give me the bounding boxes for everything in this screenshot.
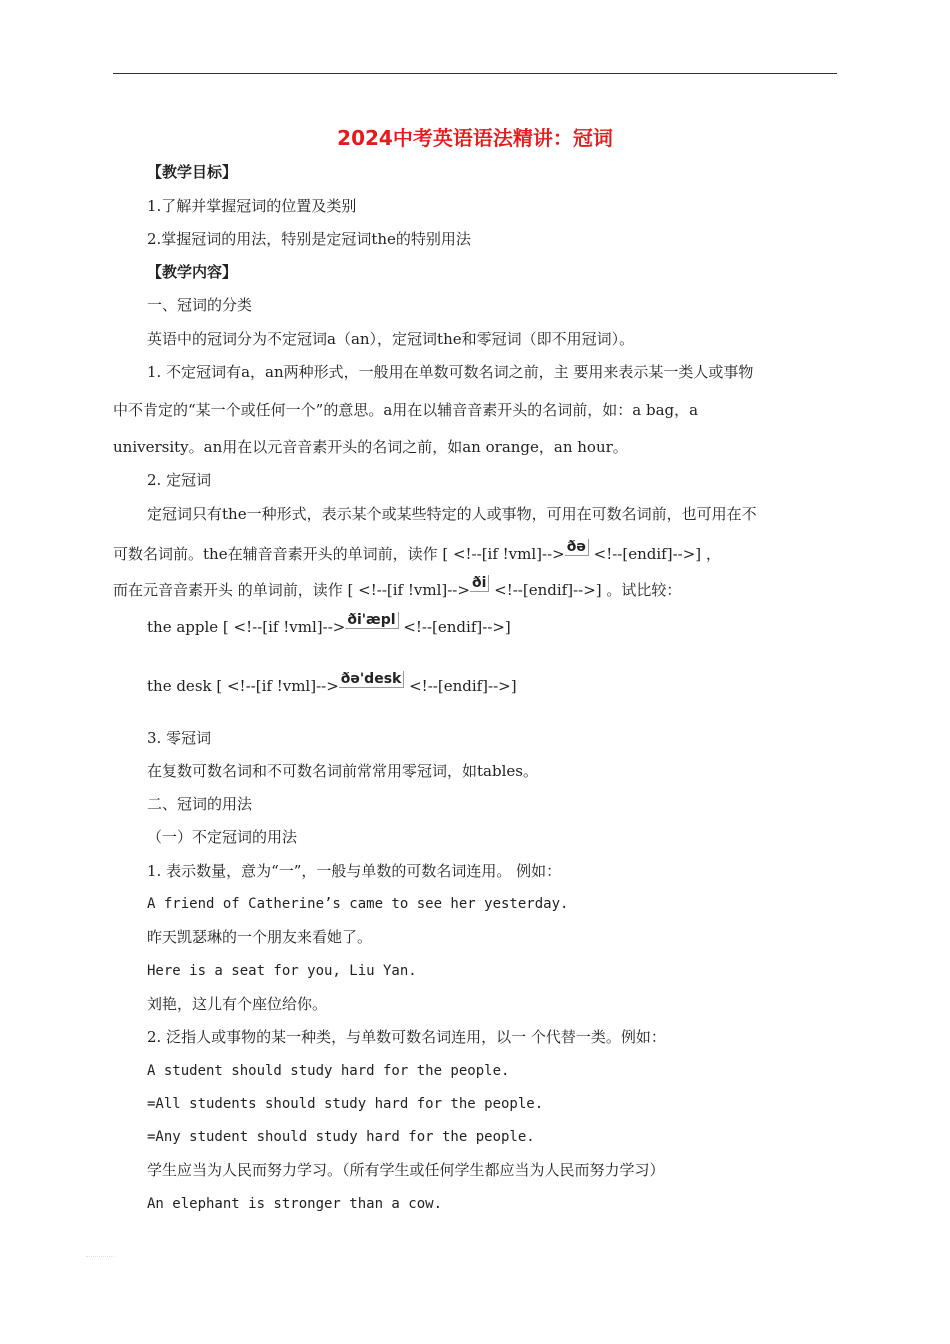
text-segment: 可数名词前。the在辅音音素开头的单词前，读作 [ <!--[if !vml]--> <box>113 545 565 563</box>
example-sentence: A student should study hard for the people. <box>147 1063 510 1079</box>
example-translation: 昨天凯瑟琳的一个朋友来看她了。 <box>147 928 373 946</box>
example-sentence: Here is a seat for you, Liu Yan. <box>147 963 417 979</box>
usage-point-2: 2. 泛指人或事物的某一种类，与单数可数名词连用，以一 个代替一类。例如： <box>147 1028 666 1046</box>
text-segment: <!--[endif]-->] <box>404 677 517 695</box>
paragraph-line-phonetic <box>113 575 682 600</box>
example-sentence: =All students should study hard for the people. <box>147 1096 544 1112</box>
example-translation: 学生应当为人民而努力学习。（所有学生或任何学生都应当为人民而努力学习） <box>147 1161 665 1179</box>
paragraph-line: university。an用在以元音音素开头的名词之前，如an orange，an hour。 <box>113 438 628 456</box>
paragraph-line: 定冠词只有the一种形式，表示某个或某些特定的人或事物，可用在可数名词前，也可用在不 <box>147 505 757 523</box>
phonetic-image: ði <box>470 575 489 592</box>
paragraph-line: 中不肯定的“某一个或任何一个”的意思。a用在以辅音音素开头的名词前，如：a bag，a <box>113 401 699 419</box>
paragraph-line-phonetic <box>113 539 721 564</box>
section-heading-content: 【教学内容】 <box>147 263 238 281</box>
heading-article-usage: 二、冠词的用法 <box>147 795 253 813</box>
section-heading-objectives: 【教学目标】 <box>147 163 238 181</box>
text-segment: <!--[endif]-->] <box>398 618 511 636</box>
objective-2: 2.掌握冠词的用法，特别是定冠词the的特别用法 <box>147 230 471 248</box>
heading-article-types: 一、冠词的分类 <box>147 296 253 314</box>
subheading-indefinite-usage: （一）不定冠词的用法 <box>147 828 298 846</box>
paragraph-line: 英语中的冠词分为不定冠词a（an），定冠词the和零冠词（即不用冠词）。 <box>147 330 635 348</box>
example-sentence: =Any student should study hard for the people. <box>147 1129 535 1145</box>
example-sentence: An elephant is stronger than a cow. <box>147 1196 443 1212</box>
text-segment: the desk [ <!--[if !vml]--> <box>147 677 339 695</box>
page-corner-mark <box>86 1256 114 1257</box>
text-segment: 而在元音音素开头 的单词前，读作 [ <!--[if !vml]--> <box>113 581 470 599</box>
heading-zero-article: 3. 零冠词 <box>147 729 212 747</box>
text-segment: the apple [ <!--[if !vml]--> <box>147 618 346 636</box>
text-segment: <!--[endif]-->] ， <box>588 545 721 563</box>
heading-definite-article: 2. 定冠词 <box>147 471 212 489</box>
objective-1: 1.了解并掌握冠词的位置及类别 <box>147 197 357 215</box>
usage-point-1: 1. 表示数量，意为“一”，一般与单数的可数名词连用。 例如： <box>147 862 562 880</box>
header-rule <box>113 73 837 74</box>
example-translation: 刘艳，这儿有个座位给你。 <box>147 995 328 1013</box>
paragraph-line: 在复数可数名词和不可数名词前常常用零冠词，如tables。 <box>147 762 538 780</box>
text-segment: <!--[endif]-->] 。试比较： <box>489 581 682 599</box>
example-sentence: A friend of Catherine’s came to see her yesterday. <box>147 896 569 912</box>
phonetic-image: ði'æpl <box>345 612 398 629</box>
phonetic-image: ðə'desk <box>339 671 405 688</box>
phonetic-image: ðə <box>565 539 589 556</box>
document-title: 2024中考英语语法精讲：冠词 <box>337 126 613 150</box>
paragraph-line: 1. 不定冠词有a，an两种形式，一般用在单数可数名词之前，主 要用来表示某一类人或事物 <box>147 363 754 381</box>
example-the-desk <box>147 671 517 696</box>
example-the-apple <box>147 612 511 637</box>
